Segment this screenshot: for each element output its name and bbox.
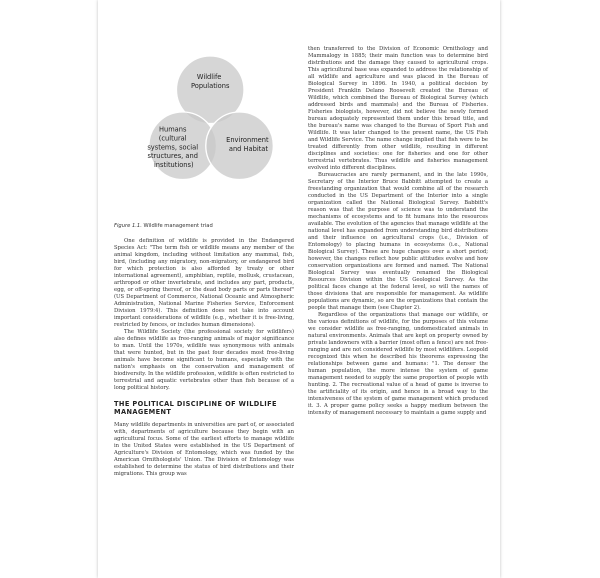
label-environment-habitat: Environment and Habitat	[226, 136, 269, 154]
paragraph: then transferred to the Division of Economic Ornithology and Mammalogy in 1885; their main function was to determine bird distributions and the damage they caused to agricultural crops. This agricultural base was expanded to address the relationship of all wildlife and agriculture and was placed in the Bureau of Biological Survey in 1896. In 1940, a political decision by President Franklin Delano Roosevelt created the Bureau of Wildlife, which combined the Bureau of Biological Survey (which addressed birds and mammals) and the Bureau of Fisheries. Fisheries biologists, however, did not believe the newly formed bureau adequately represented them under this broad title, and the bureau's name was changed to the Bureau of Sport Fish and Wildlife. It was later changed to the present name, the US Fish and Wildlife Service. The name change implied that fish were to be treated differently from other wildlife, resulting in different disciplines and societies: one for fisheries and one for other terrestrial vertebrates. Thus wildlife and fisheries management evolved into different disciplines.	[308, 46, 488, 171]
paragraph: One definition of wildlife is provided in the Endangered Species Act: "The term fish or wildlife means any member of the animal kingdom, including without limitation any mammal, fish, bird, (including any migratory, non-migratory, or endangered bird for which protection is also afforded by treaty or other international agreement), amphibian, reptile, mollusk, crustacean, arthropod or other invertebrate, and includes any part, products, egg, or off-spring thereof, or the dead body parts or parts thereof" (US Department of Commerce, National Oceanic and Atmospheric Administration, National Marine Fisheries Service, Enforcement Division 1979:4). This definition does not take into account important considerations of wildlife (e.g., whether it is free-living, restricted by fences, or includes human dimensions).	[114, 238, 294, 328]
right-column	[308, 46, 488, 417]
left-body	[114, 238, 294, 478]
figure-caption-label: Figure 1.1.	[114, 223, 142, 229]
figure-caption	[114, 223, 294, 229]
paragraph: The Wildlife Society (the professional society for wildlifers) also defines wildlife as free-ranging animals of major significance to man. Until the 1970s, wildlife was synonymous with animals that were hunted, but in the past four decades most free-living animals have become significant to humans, especially with the nation's emphasis on the conservation and management of biodiversity. In the wildlife profession, wildlife is often restricted to terrestrial and aquatic vertebrates other than fish because of a long political history.	[114, 329, 294, 391]
paragraph: Bureaucracies are rarely permanent, and in the late 1990s, Secretary of the Interior Bruce Babbitt attempted to create a freestanding organization that would combine all of the research conducted in the US Department of the Interior into a single organization called the National Biological Survey. Babbitt's reason was that the purpose of science was to understand the mechanisms of ecosystems and to fit humans into the resources available. The evolution of the agencies that manage wildlife at the national level has expanded from understanding bird distributions and their influence on agricultural crops (i.e., Division of Entomology) to placing humans in ecosystems (i.e., National Biological Survey). These are huge changes over a short period; however, the changes reflect how public attitudes evolve and how conservation organizations are formed and named. The National Biological Survey was eventually renamed the Biological Resources Division within the US Geological Survey. As the political faces change at the federal level, so will the names of those divisions that are responsible for management. As wildlife populations are dynamic, so are the organizations that contain the people that manage them (see Chapter 2).	[308, 172, 488, 311]
venn-diagram	[114, 40, 294, 200]
figure-caption-text: Wildlife management triad	[143, 223, 213, 229]
section-heading: THE POLITICAL DISCIPLINE OF WILDLIFE MANAGEMENT	[114, 400, 277, 417]
label-humans: Humans (cultural systems, social structures, and institutions)	[147, 125, 199, 170]
paragraph: Many wildlife departments in universities are part of, or associated with, departments of agriculture because they begin with an agricultural focus. Some of the earliest efforts to manage wildlife in the United States were established in the US Department of Agriculture's Division of Entomology, which was funded by the American Ornithologists' Union. The Division of Entomology was established to determine the status of bird distributions and their migrations. This group was	[114, 422, 294, 478]
label-wildlife-populations: Wildlife Populations	[190, 73, 230, 90]
paragraph: Regardless of the organizations that manage our wildlife, or the various definitions of wildlife, for the purposes of this volume we consider wildlife as free-ranging, undomesticated animals in natural environments. Animals that are kept on property owned by private landowners with a barrier (most often a fence) are not free-ranging and are not considered wildlife by most wildlifers. Leopold recognized this when he described his theorems expressing the relationships between game and humans: "1. The denser the human population, the more intense the system of game management needed to supply the same proportion of people with hunting. 2. The recreational value of a head of game is inverse to the artificiality of its origin, and hence in a broad way to the intensiveness of the system of game management which produced it. 3. A proper game policy seeks a happy medium between the intensity of management necessary to maintain a game supply and	[308, 312, 488, 416]
book-page	[98, 0, 500, 578]
